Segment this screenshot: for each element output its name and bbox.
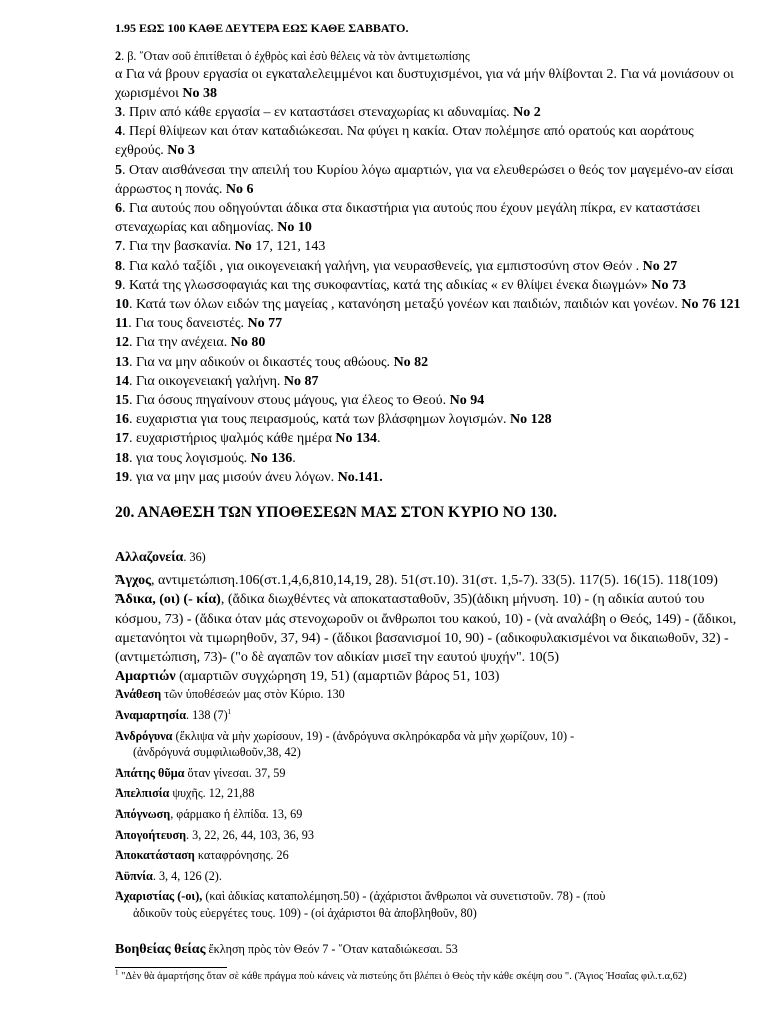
item-text: . ευχαριστια για τους πειρασμούς, κατά των βλάσφημων λογισμών. xyxy=(129,412,507,428)
item-number: 2 xyxy=(115,49,122,63)
item-number: 19 xyxy=(115,469,129,485)
footnote xyxy=(115,970,743,984)
item-number: 12 xyxy=(115,335,129,351)
footnote-mark: 1 xyxy=(115,968,119,977)
item-no: Νο 6 xyxy=(222,181,254,197)
index-text: ὅταν γίνεσαι. 37, 59 xyxy=(184,765,286,780)
item-number: 8 xyxy=(115,258,122,274)
item-text: . Κατά της γλωσσοφαγιάς και της συκοφαντίας, κατά της αδικίας « εν θλίψει ένεκα διωγμών» xyxy=(122,277,648,293)
item-no: Νο 3 xyxy=(163,143,195,159)
item-text: . Κατά των όλων ειδών της μαγείας , κατανόηση μεταξύ γονέων και παιδιών, παιδιών και γονέων. xyxy=(129,297,678,313)
item-text: . Για όσους πηγαίνουν στους μάγους, για έλεος το Θεού. xyxy=(129,393,447,409)
index-text: . 3, 4, 126 (2). xyxy=(152,868,222,883)
index-term: Ἀχαριστίας (-οι), xyxy=(115,889,203,904)
item-no: Νο 10 xyxy=(273,220,312,236)
index-term: Ἀπάτης θῦμα xyxy=(115,765,185,780)
list-item xyxy=(115,257,743,276)
index-entry xyxy=(115,888,743,921)
index-term: Ἀποκατάσταση xyxy=(115,848,195,863)
item-text: . Πριν από κάθε εργασία – εν καταστάσει στεναχωρίας κι αδυναμίας. xyxy=(122,105,510,120)
index-term: Ἀνάθεση xyxy=(115,687,162,702)
item-no: Νο 76 121 xyxy=(677,297,741,313)
item-no: Νο 128 xyxy=(506,412,552,428)
item-no: Νο 80 xyxy=(227,335,266,351)
index-text: ψυχῆς. 12, 21,88 xyxy=(169,786,255,801)
index-text: καταφρόνησης. 26 xyxy=(194,848,289,863)
numbered-list xyxy=(115,103,743,487)
index-entry xyxy=(115,868,743,885)
index-entry xyxy=(115,548,743,567)
index-text: . 138 (7) xyxy=(186,708,228,723)
item-text: α Για νά βρουν εργασία οι εγκαταλελειμμένοι και δυστυχισμένοι, για νά μήν θλίβονται 2. Για νά μονιάσουν οι χωρισμένοι xyxy=(115,66,734,101)
item-text: . για τους λογισμούς. xyxy=(129,450,248,466)
index-entry xyxy=(115,785,743,802)
index-entry xyxy=(115,728,743,761)
item-number: 17 xyxy=(115,431,129,447)
item-text: . Για καλό ταξίδι , για οικογενειακή γαλήνη, για νευρασθενείς, για εμπιστοσύνη στον Θεόν . xyxy=(122,258,640,274)
index-text: , φάρμακο ἡ ἐλπίδα. 13, 69 xyxy=(170,807,303,822)
index-text: (καὶ ἀδικίας καταπολέμηση.50) - (ἀχάριστοι ἄνθρωποι νὰ συνετιστοῦν. 78) - (ποὺ xyxy=(202,889,606,904)
list-item xyxy=(115,199,743,237)
list-item xyxy=(115,333,743,352)
index-entry xyxy=(115,686,743,703)
list-item xyxy=(115,391,743,410)
item-number: 13 xyxy=(115,354,129,370)
footnote-rule xyxy=(115,967,227,968)
index-term: Ἀναμαρτησία xyxy=(115,708,187,723)
item-2b xyxy=(115,48,743,65)
index-text: ἔκληση πρὸς τὸν Θεόν 7 - ῞Οταν καταδιώκεσαι. 53 xyxy=(205,941,458,956)
item-no: Νο 2 xyxy=(509,105,541,120)
index-entry xyxy=(115,667,743,686)
index-boitheias xyxy=(115,940,743,959)
index-entry xyxy=(115,571,743,590)
document-page xyxy=(115,8,743,983)
item-no: Νο 134 xyxy=(331,431,378,447)
item-no: Νο 94 xyxy=(446,393,485,409)
item-number: 4 xyxy=(115,124,122,140)
list-item xyxy=(115,468,743,487)
index-term: Ἄδικα, (οι) (- κία) xyxy=(115,592,221,608)
item-number: 7 xyxy=(115,239,122,255)
item-tail: 17, 121, 143 xyxy=(251,239,326,255)
item-number: 5 xyxy=(115,162,122,178)
index-term: Ἀπογοήτευση xyxy=(115,827,186,842)
item-text: . Για την ανέχεια. xyxy=(129,335,228,351)
index-text: . 3, 22, 26, 44, 103, 36, 93 xyxy=(186,827,314,842)
index-term: Αλλαζονεία xyxy=(115,550,184,566)
item-no: Νο.141. xyxy=(334,469,383,485)
item-text: . Οταν αισθάνεσαι την απειλή του Κυρίου λόγω αμαρτιών, για να ελευθερώσει ο θεός τον μαγεμένο-αν είσαι άρρωστος η πονάς. xyxy=(115,162,734,197)
list-item xyxy=(115,314,743,333)
item-text: . β. ῞Οταν σοῦ ἐπιτίθεται ὁ ἐχθρὸς καὶ ἐσὺ θέλεις νὰ τὸν ἀντιμετωπίσης xyxy=(121,49,470,63)
item-number: 11 xyxy=(115,316,129,332)
item-number: 14 xyxy=(115,373,129,389)
item-number: 3 xyxy=(115,105,122,120)
index-entries-small xyxy=(115,686,743,921)
index-continuation: ἀδικοῦν τοὺς εὐεργέτες τους. 109) - (οἱ ἀχάριστοι θὰ ἀποβληθοῦν, 80) xyxy=(133,906,477,921)
item-no: Νο xyxy=(231,239,252,255)
index-term: Ἀνδρόγυνα xyxy=(115,728,173,743)
item-number: 9 xyxy=(115,277,122,293)
item-no: Νο 77 xyxy=(244,316,283,332)
item-text: . Για τους δανειστές. xyxy=(128,316,245,332)
index-entry xyxy=(115,847,743,864)
item-text: . Για οικογενειακή γαλήνη. xyxy=(129,373,281,389)
list-item xyxy=(115,237,743,256)
item-number: 18 xyxy=(115,450,129,466)
list-item xyxy=(115,429,743,448)
index-entry xyxy=(115,707,743,724)
index-text: . 36) xyxy=(183,550,206,565)
item-no: Νο 38 xyxy=(182,85,218,101)
index-term: Βοηθείας θείας xyxy=(115,941,206,957)
index-term: Αμαρτιών xyxy=(115,669,176,685)
item-number: 15 xyxy=(115,393,129,409)
item-tail: . xyxy=(377,431,381,447)
list-item xyxy=(115,161,743,199)
item-no: Νο 87 xyxy=(280,373,319,389)
list-item xyxy=(115,449,743,468)
index-entry xyxy=(115,590,743,667)
index-text: , (ἄδικα διωχθέντες νὰ αποκατασταθοῦν, 35)(ἀδικη μήνυση. 10) - (η αδικία αυτού του κόσμου, 73) - (ἄδικα όταν μάς στενοχωροῦν οι ἄνθρωποι του κακού, 10) - (νὰ αναλάβη ο Θεός, 149) - (ἄδικοι, αμετανόητοι νὰ τιμωρηθοῦν, 37, 94) - (ἄδικοι βασανισμοί 10, 90) - (αδικοφυλακισμένοι να δικαιωθοῦν, 32) - (αντιμετώπιση, 73)- ("ο δὲ αγαπῶν τον αδικίαν μισεῖ την εαυτού ψυχήν". 10(5) xyxy=(115,592,737,666)
item-no: Νο 73 xyxy=(647,277,686,293)
list-item xyxy=(115,276,743,295)
index-entry xyxy=(115,806,743,823)
item-text: . Περί θλίψεων και όταν καταδιώκεσαι. Να φύγει η κακία. Οταν πολέμησε από ορατούς και αοράτους εχθρούς. xyxy=(115,124,694,159)
item-tail: . xyxy=(292,450,296,466)
index-text: (αμαρτιῶν συγχώρηση 19, 51) (αμαρτιῶν βάρος 51, 103) xyxy=(175,669,500,685)
index-term: Ἀπόγνωση xyxy=(115,807,171,822)
item-number: 10 xyxy=(115,297,129,313)
item-number: 6 xyxy=(115,201,122,217)
item-no: Νο 82 xyxy=(390,354,429,370)
list-item xyxy=(115,353,743,372)
list-item xyxy=(115,372,743,391)
index-term: Ἄγχος xyxy=(115,573,151,589)
item-a xyxy=(115,65,743,103)
list-item xyxy=(115,410,743,429)
header-line: 1.95 ΕΩΣ 100 ΚΑΘΕ ΔΕΥΤΕΡΑ ΕΩΣ ΚΑΘΕ ΣΑΒΒΑΤΟ. xyxy=(115,21,409,35)
list-item xyxy=(115,122,743,160)
index-text: τῶν ὑποθέσεών μας στὸν Κύριο. 130 xyxy=(161,687,345,702)
index-term: Ἀπελπισία xyxy=(115,786,170,801)
item-number: 16 xyxy=(115,412,129,428)
index-text: , αντιμετώπιση.106(στ.1,4,6,810,14,19, 28). 51(στ.10). 31(στ. 1,5-7). 33(5). 117(5). 16(15). 118(109) xyxy=(150,573,718,589)
list-item xyxy=(115,295,743,314)
index-entries xyxy=(115,548,743,686)
index-term: Ἀϋπνία xyxy=(115,868,153,883)
index-text: (ἔκλιψα νὰ μὴν χωρίσουν, 19) - (ἀνδρόγυνα σκληρόκαρδα νὰ μὴν χωρίζουν, 10) - xyxy=(172,728,575,743)
index-entry xyxy=(115,827,743,844)
index-continuation: (ἀνδρόγυνά συμφιλιωθοῦν,38, 42) xyxy=(133,745,301,760)
item-20-heading: 20. ΑΝΑΘΕΣΗ ΤΩΝ ΥΠΟΘΕΣΕΩΝ ΜΑΣ ΣΤΟΝ ΚΥΡΙΟ ΝΟ 130. xyxy=(115,503,557,521)
item-text: . ευχαριστήριος ψαλμός κάθε ημέρα xyxy=(129,431,332,447)
footnote-text: "Δὲν θὰ ἁμαρτήσης ὅταν σὲ κάθε πράγμα ποὺ κάνεις νὰ πιστεύης ὅτι βλέπει ὁ Θεὸς τὴν κάθε σκέψη σου ". (Ἅγιος Ἠσαΐας φιλ.τ.α,62) xyxy=(118,970,687,982)
item-text: . Για να μην αδικούν οι δικαστές τους αθώους. xyxy=(129,354,391,370)
item-text: . Για αυτούς που οδηγούνται άδικα στα δικαστήρια για αυτούς που έχουν μεγάλη πίκρα, εν καταστάσει στεναχωρίας και αδημονίας. xyxy=(115,201,701,236)
item-no: Νο 136 xyxy=(247,450,293,466)
item-text: . για να μην μας μισούν άνευ λόγων. xyxy=(129,469,335,485)
item-text: . Για την βασκανία. xyxy=(122,239,232,255)
footnote-ref: 1 xyxy=(227,708,232,717)
index-entry xyxy=(115,765,743,782)
list-item xyxy=(115,103,743,122)
item-no: Νο 27 xyxy=(639,258,678,274)
